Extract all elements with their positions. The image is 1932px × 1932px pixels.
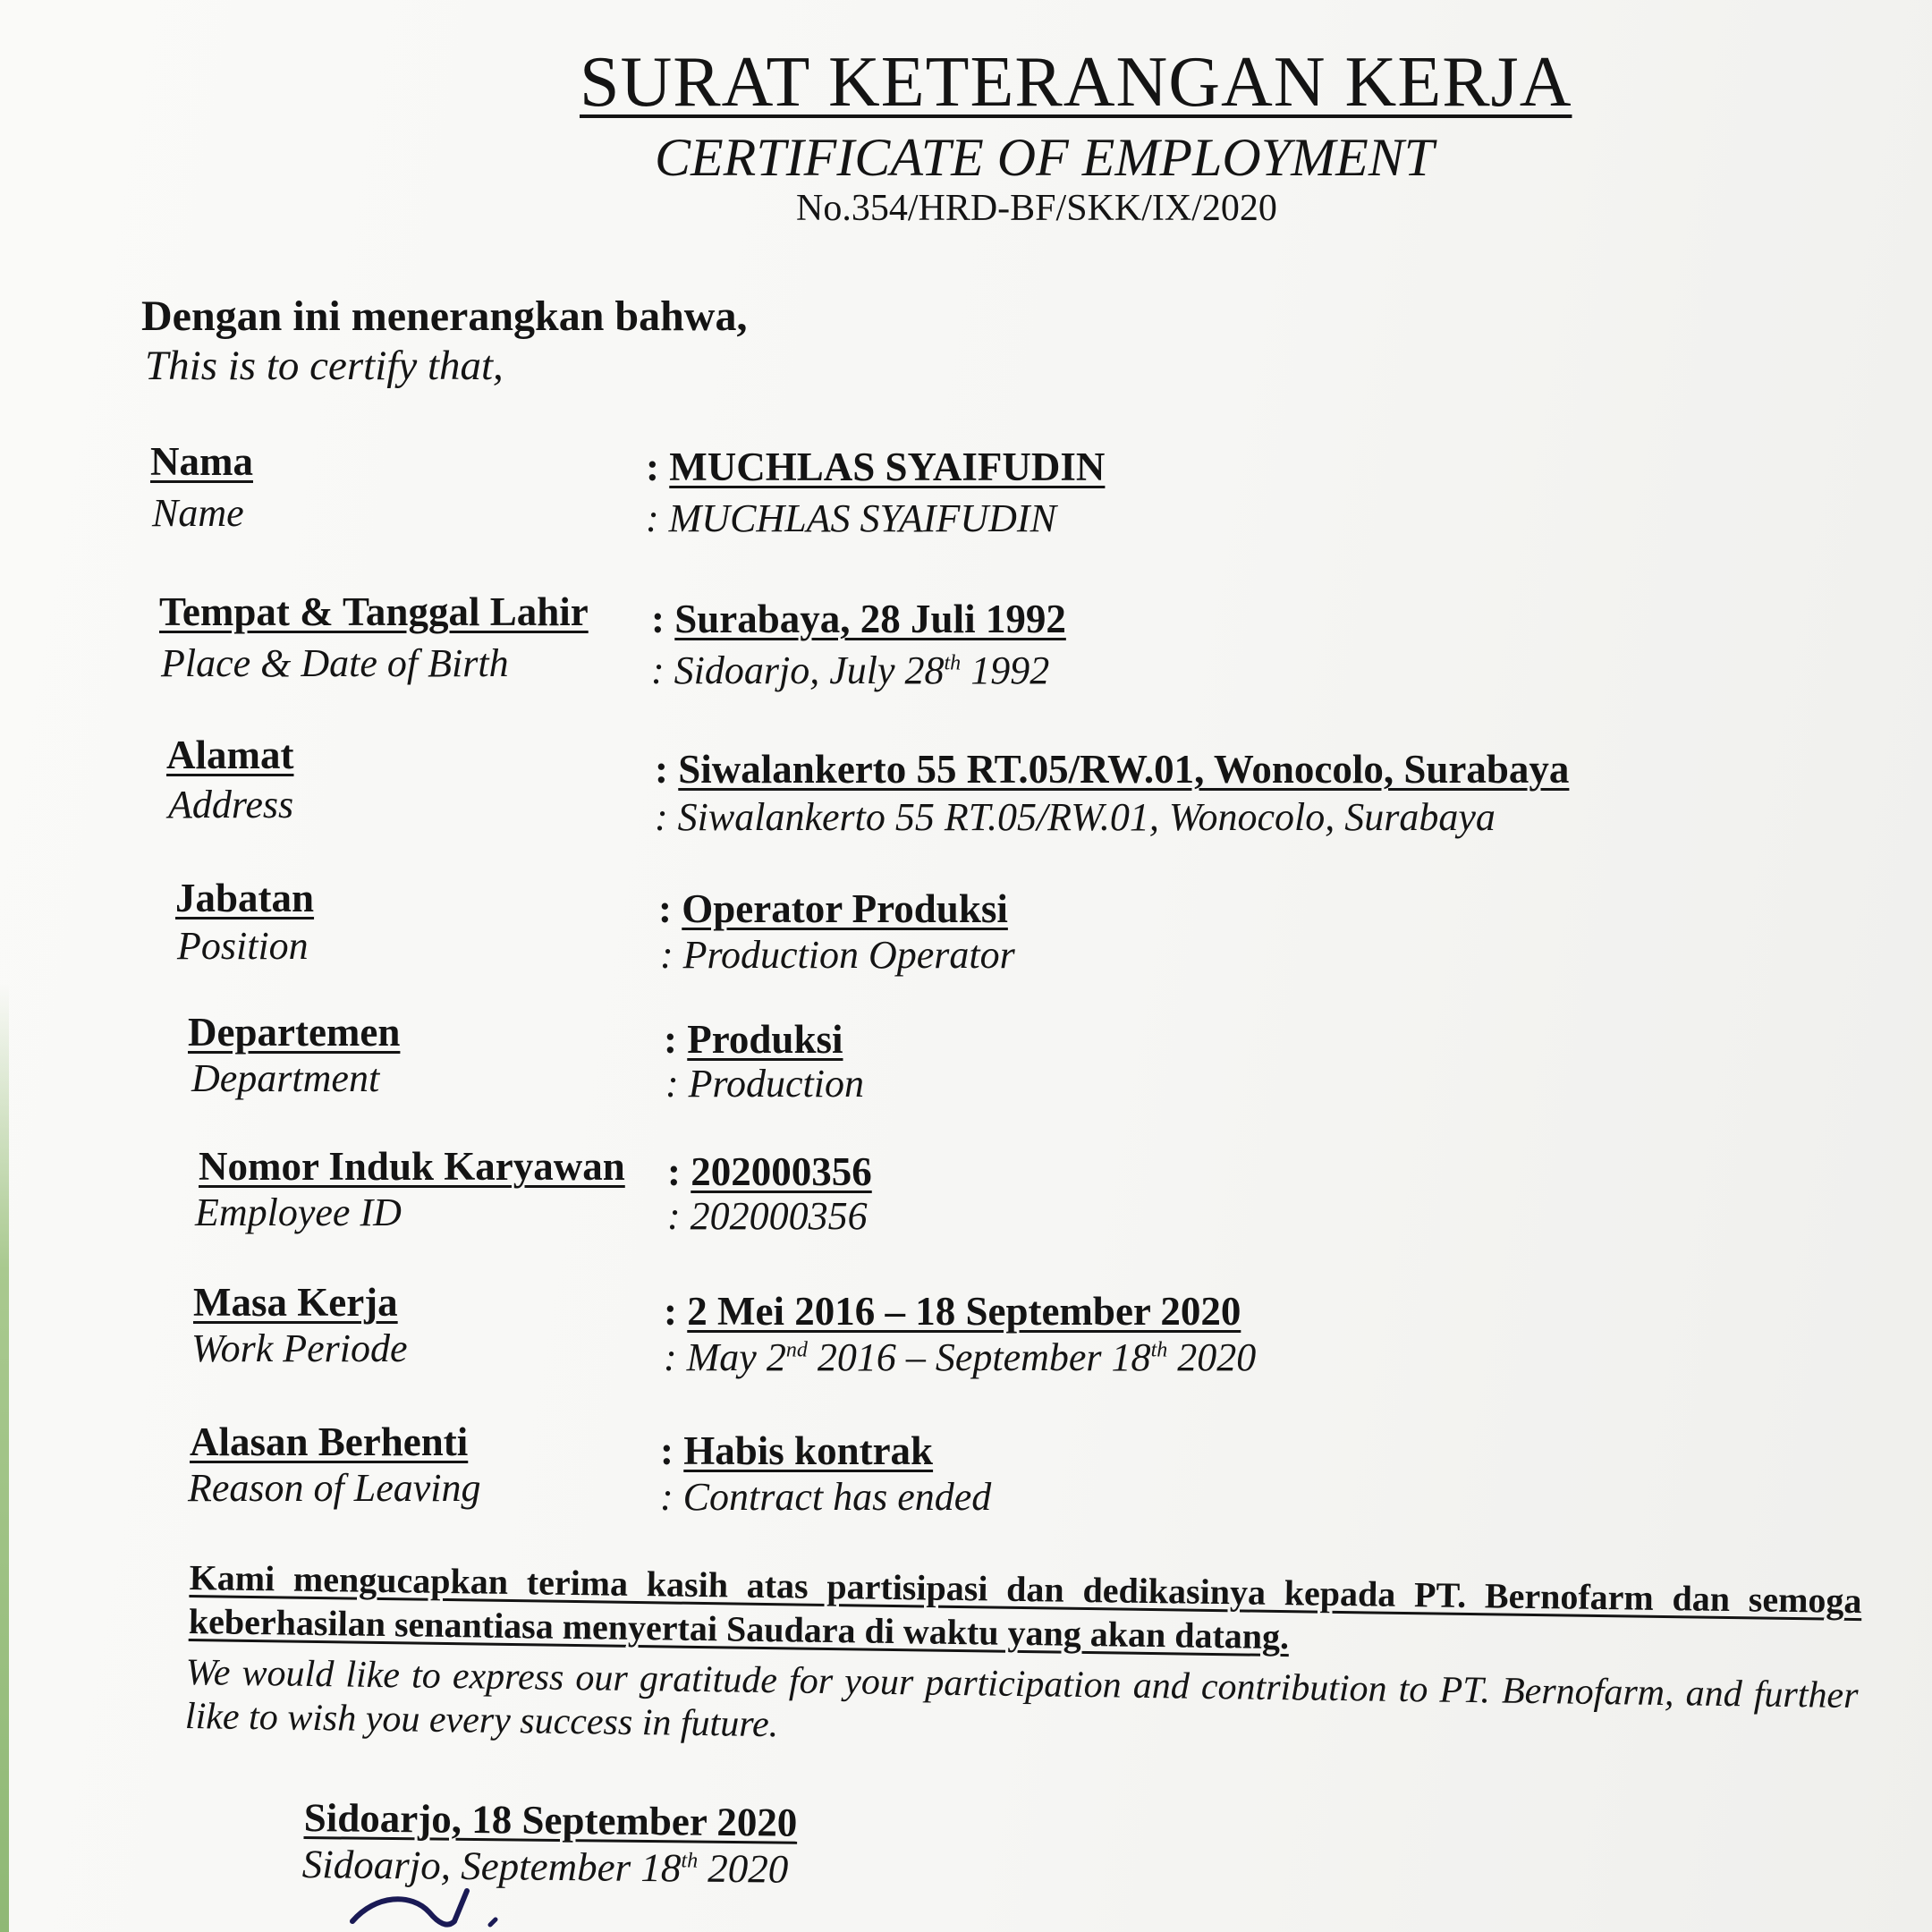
document-number: No.354/HRD-BF/SKK/IX/2020 [796,188,1277,229]
reason-label-en: Reason of Leaving [188,1466,481,1510]
name-value-en: : MUCHLAS SYAIFUDIN [646,496,1056,540]
document-subtitle: CERTIFICATE OF EMPLOYMENT [655,128,1435,187]
employee-id-label-en: Employee ID [195,1191,402,1234]
department-value-id: : Produksi [664,1017,843,1062]
paper-edge [0,984,9,1932]
closing-statement-id: Kami mengucapkan terima kasih atas partisipasi dan dedikasinya kepada PT. Bernofarm dan semoga keberhasilan senantiasa menyertai Saudara di waktu yang akan datang. [188,1556,1862,1657]
closing-statement-en: We would like to express our gratitude for your participation and contribution to PT. Bernofarm, and further like to wish you every success in future. [184,1651,1859,1745]
department-label-id: Departemen [188,1010,401,1055]
work-period-label-en: Work Periode [191,1326,408,1370]
department-value-en: : Production [665,1062,865,1106]
name-label-en: Name [152,491,244,535]
signature-mark [349,1885,581,1932]
intro-statement-id: Dengan ini menerangkan bahwa, [141,292,748,340]
position-label-id: Jabatan [175,876,315,920]
reason-value-en: : Contract has ended [660,1475,992,1519]
address-label-id: Alamat [166,733,294,777]
document-title: SURAT KETERANGAN KERJA [580,43,1572,122]
issue-date-id: Sidoarjo, 18 September 2020 [303,1795,798,1845]
name-value-id: : MUCHLAS SYAIFUDIN [646,445,1106,489]
address-value-id: : Siwalankerto 55 RT.05/RW.01, Wonocolo, Surabaya [655,747,1570,792]
birth-value-id: : Surabaya, 28 Juli 1992 [651,597,1066,641]
name-label-id: Nama [150,439,253,484]
reason-label-id: Alasan Berhenti [190,1419,469,1464]
employee-id-value-en: : 202000356 [667,1194,868,1238]
issue-date-en: Sidoarjo, September 18th 2020 [301,1842,789,1892]
position-value-en: : Production Operator [660,933,1015,977]
address-label-en: Address [168,783,294,826]
birth-label-en: Place & Date of Birth [161,641,509,685]
address-value-en: : Siwalankerto 55 RT.05/RW.01, Wonocolo, Surabaya [655,795,1496,839]
work-period-value-id: : 2 Mei 2016 – 18 September 2020 [664,1289,1241,1334]
work-period-label-id: Masa Kerja [193,1280,398,1325]
intro-statement-en: This is to certify that, [145,343,504,389]
birth-value-en: : Sidoarjo, July 28th 1992 [651,648,1050,692]
position-label-en: Position [177,924,309,968]
birth-label-id: Tempat & Tanggal Lahir [159,589,589,634]
reason-value-id: : Habis kontrak [660,1428,934,1473]
work-period-value-en: : May 2nd 2016 – September 18th 2020 [664,1335,1257,1379]
position-value-id: : Operator Produksi [658,886,1008,931]
employee-id-value-id: : 202000356 [667,1149,872,1194]
department-label-en: Department [191,1056,380,1100]
employee-id-label-id: Nomor Induk Karyawan [199,1144,625,1189]
